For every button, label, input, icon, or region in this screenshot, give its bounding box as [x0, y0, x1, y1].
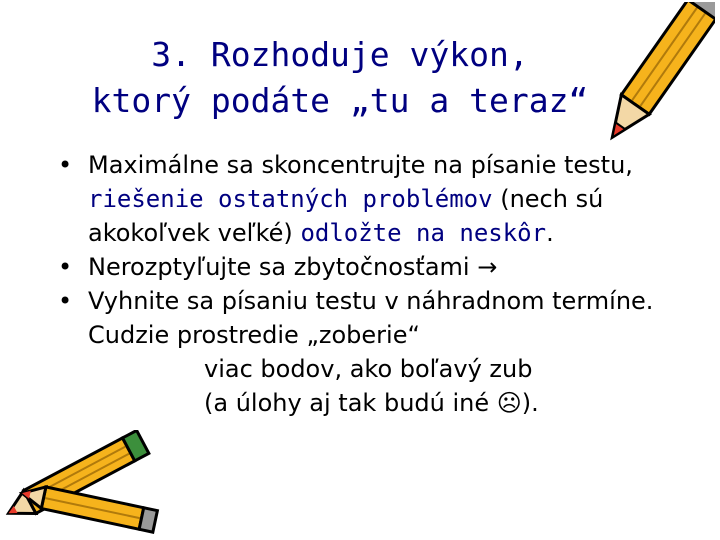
bullet-1-highlight-a: riešenie ostatných problémov — [88, 185, 493, 213]
bullet-3-line-3: (a úlohy aj tak budú iné ☹). — [204, 389, 539, 417]
pencil-top-right-icon — [600, 2, 715, 152]
bullet-3-line-2: viac bodov, ako boľavý zub — [204, 355, 533, 383]
bullet-list — [58, 148, 668, 420]
bullet-1-highlight-b: odložte na neskôr — [300, 219, 547, 247]
title-line-1: 3. Rozhoduje výkon, — [151, 35, 529, 74]
pencils-bottom-left-icon — [2, 430, 172, 538]
bullet-item-2 — [58, 250, 668, 284]
bullet-3-line-1: Vyhnite sa písaniu testu v náhradnom termíne. Cudzie prostredie „zoberie“ — [88, 287, 654, 349]
bullet-2-text: Nerozptyľujte sa zbytočnosťami → — [88, 253, 498, 281]
bullet-1-text-b: (nech sú akokoľvek veľké) — [88, 185, 604, 247]
bullet-1-text-c: . — [546, 219, 554, 247]
title-line-2: ktorý podáte „tu a teraz“ — [91, 81, 589, 120]
bullet-item-1 — [58, 148, 668, 250]
bullet-item-3 — [58, 284, 668, 420]
slide-title — [40, 32, 640, 124]
bullet-1-text-a: Maximálne sa skoncentrujte na písanie testu, — [88, 151, 633, 179]
